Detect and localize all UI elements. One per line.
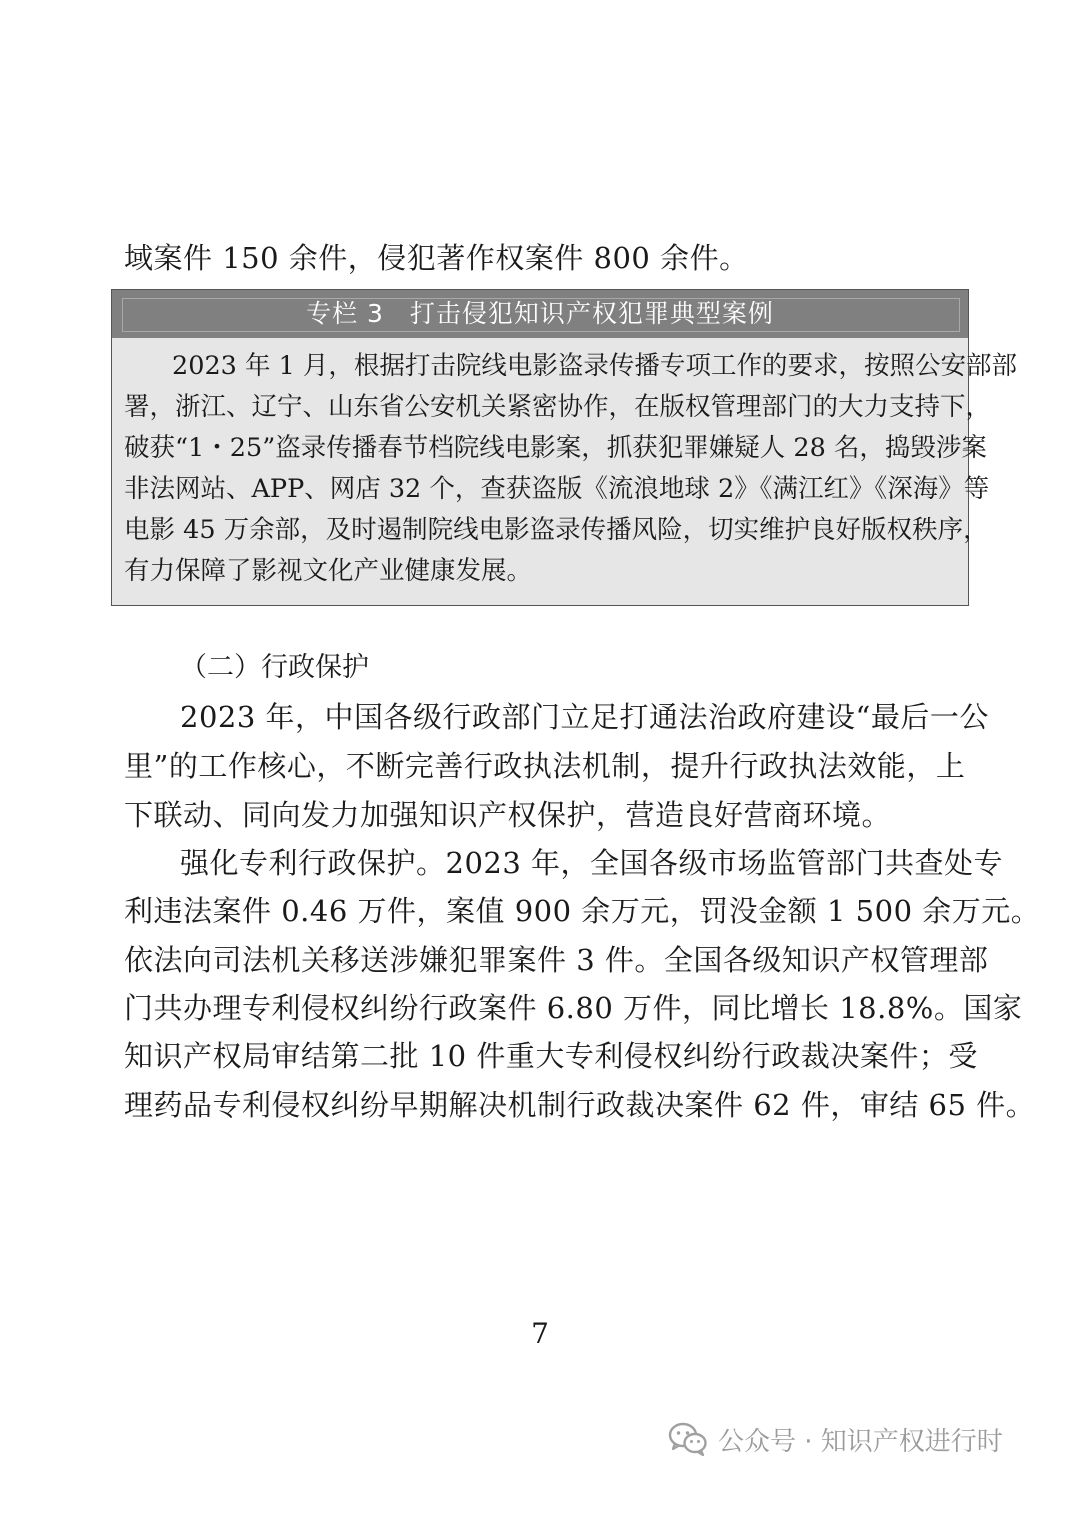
paragraph-line: 门共办理专利侵权纠纷行政案件 6.80 万件，同比增长 18.8%。国家 [124, 991, 1023, 1025]
sidebar-box [111, 289, 1017, 606]
sidebar-box-line: 破获“1・25”盗录传播春节档院线电影案，抓获犯罪嫌疑人 28 名，捣毁涉案 [124, 433, 987, 463]
sidebar-box-title: 专栏 3 打击侵犯知识产权犯罪典型案例 [306, 299, 774, 328]
sidebar-box-line: 有力保障了影视文化产业健康发展。 [124, 556, 533, 586]
wechat-icon [668, 1422, 708, 1456]
watermark-text: 公众号 · 知识产权进行时 [718, 1426, 1003, 1457]
paragraph-line: 利违法案件 0.46 万件，案值 900 余万元，罚没金额 1 500 余万元。 [124, 894, 1041, 928]
paragraph-line: 2023 年，中国各级行政部门立足打通法治政府建设“最后一公 [180, 700, 989, 734]
paragraph-line: 域案件 150 余件，侵犯著作权案件 800 余件。 [124, 241, 749, 275]
paragraph-line: 知识产权局审结第二批 10 件重大专利侵权纠纷行政裁决案件；受 [124, 1039, 978, 1073]
sidebar-box-line: 电影 45 万余部，及时遏制院线电影盗录传播风险，切实维护良好版权秩序， [124, 515, 989, 545]
paragraph-line: 依法向司法机关移送涉嫌犯罪案件 3 件。全国各级知识产权管理部 [124, 943, 989, 977]
page-number: 7 [531, 1317, 549, 1350]
watermark [668, 1419, 1003, 1459]
sidebar-box-line: 署，浙江、辽宁、山东省公安机关紧密协作，在版权管理部门的大力支持下， [124, 392, 992, 422]
sidebar-box-header [112, 290, 968, 338]
paragraph-line: 里”的工作核心，不断完善行政执法机制，提升行政执法效能，上 [124, 749, 966, 783]
sidebar-box-line: 2023 年 1 月，根据打击院线电影盗录传播专项工作的要求，按照公安部部 [172, 351, 1017, 381]
paragraph-line: 下联动、同向发力加强知识产权保护，营造良好营商环境。 [124, 798, 892, 832]
sidebar-box-line: 非法网站、APP、网店 32 个，查获盗版《流浪地球 2》《满江红》《深海》等 [124, 474, 990, 504]
section-heading: （二）行政保护 [180, 652, 369, 683]
paragraph-line: 理药品专利侵权纠纷早期解决机制行政裁决案件 62 件，审结 65 件。 [124, 1088, 1036, 1122]
paragraph-line: 强化专利行政保护。2023 年，全国各级市场监管部门共查处专 [180, 846, 1004, 880]
